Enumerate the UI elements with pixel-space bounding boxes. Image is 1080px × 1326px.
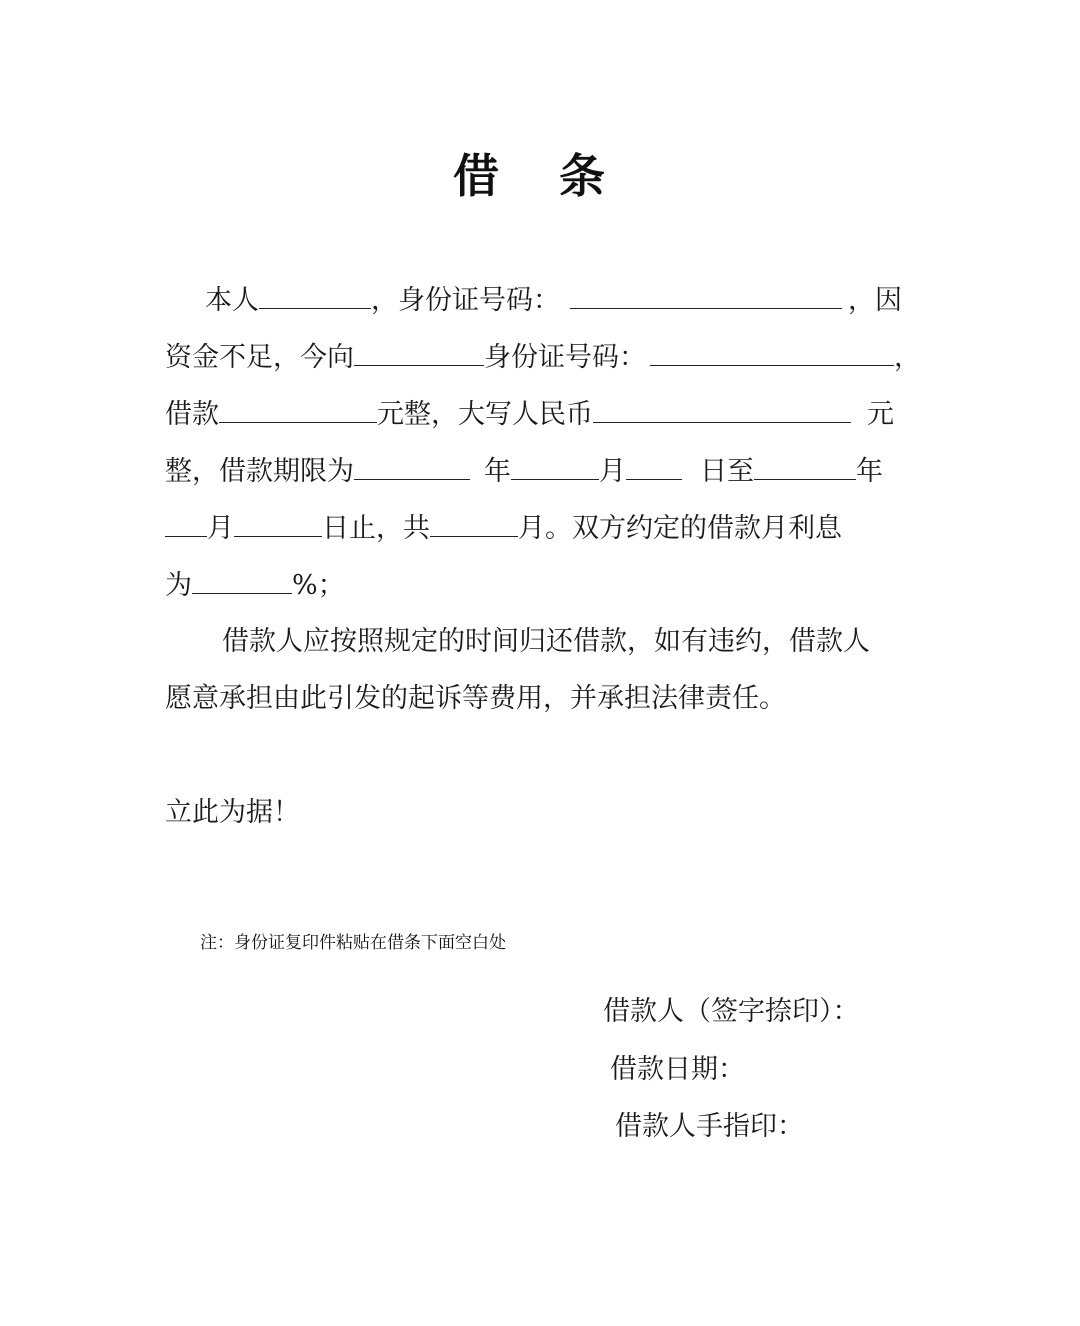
paragraph-1-line-1 <box>205 280 902 321</box>
blank-end-year <box>754 451 856 480</box>
text-segment: 元 <box>867 399 894 430</box>
text-segment: 月 <box>207 513 234 544</box>
blank-borrower-id <box>570 280 842 309</box>
paragraph-1-line-4 <box>165 451 883 492</box>
blank-start-year <box>354 451 470 480</box>
document-title: 借 条 <box>452 149 627 203</box>
text-segment: 本人 <box>205 285 259 316</box>
paragraph-1-line-3 <box>165 394 894 435</box>
text-segment: 日止，共 <box>322 513 430 544</box>
text-segment: 年 <box>856 456 883 487</box>
blank-end-month <box>165 508 207 537</box>
blank-end-day <box>234 508 322 537</box>
paragraph-1-line-6 <box>165 565 345 606</box>
blank-lender-id <box>650 337 894 366</box>
text-segment: 元整，大写人民币 <box>377 399 593 430</box>
blank-total-months <box>430 508 518 537</box>
text-segment: 日至 <box>700 456 754 487</box>
blank-start-month <box>511 451 599 480</box>
note-text: 注：身份证复印件粘贴在借条下面空白处 <box>200 933 506 953</box>
paragraph-1-line-5 <box>165 508 842 549</box>
text-segment: ，因 <box>848 285 902 316</box>
text-segment: %； <box>292 570 345 601</box>
text-segment: ，身份证号码： <box>371 285 560 316</box>
signature-fingerprint-label: 借款人手指印： <box>615 1111 804 1142</box>
paragraph-1-line-2 <box>165 337 921 378</box>
text-segment: 借款 <box>165 399 219 430</box>
blank-borrower-name <box>259 280 371 309</box>
signature-date-label: 借款日期： <box>610 1054 745 1085</box>
closing-statement: 立此为据！ <box>165 797 300 828</box>
blank-amount-figures <box>219 394 377 423</box>
paragraph-2-line-1: 借款人应按照规定的时间归还借款，如有违约，借款人 <box>222 626 870 657</box>
paragraph-2-line-2: 愿意承担由此引发的起诉等费用，并承担法律责任。 <box>165 683 786 714</box>
text-segment: 月。双方约定的借款月利息 <box>518 513 842 544</box>
text-segment: 整，借款期限为 <box>165 456 354 487</box>
text-segment: 年 <box>484 456 511 487</box>
text-segment: 身份证号码： <box>484 342 646 373</box>
blank-lender-name <box>354 337 484 366</box>
blank-start-day <box>626 451 682 480</box>
signature-borrower-label: 借款人（签字捺印）： <box>603 996 860 1027</box>
text-segment: 为 <box>165 570 192 601</box>
text-segment: ， <box>894 342 921 373</box>
text-segment: 资金不足，今向 <box>165 342 354 373</box>
text-segment: 月 <box>599 456 626 487</box>
blank-amount-words <box>593 394 851 423</box>
blank-monthly-interest <box>192 565 292 594</box>
